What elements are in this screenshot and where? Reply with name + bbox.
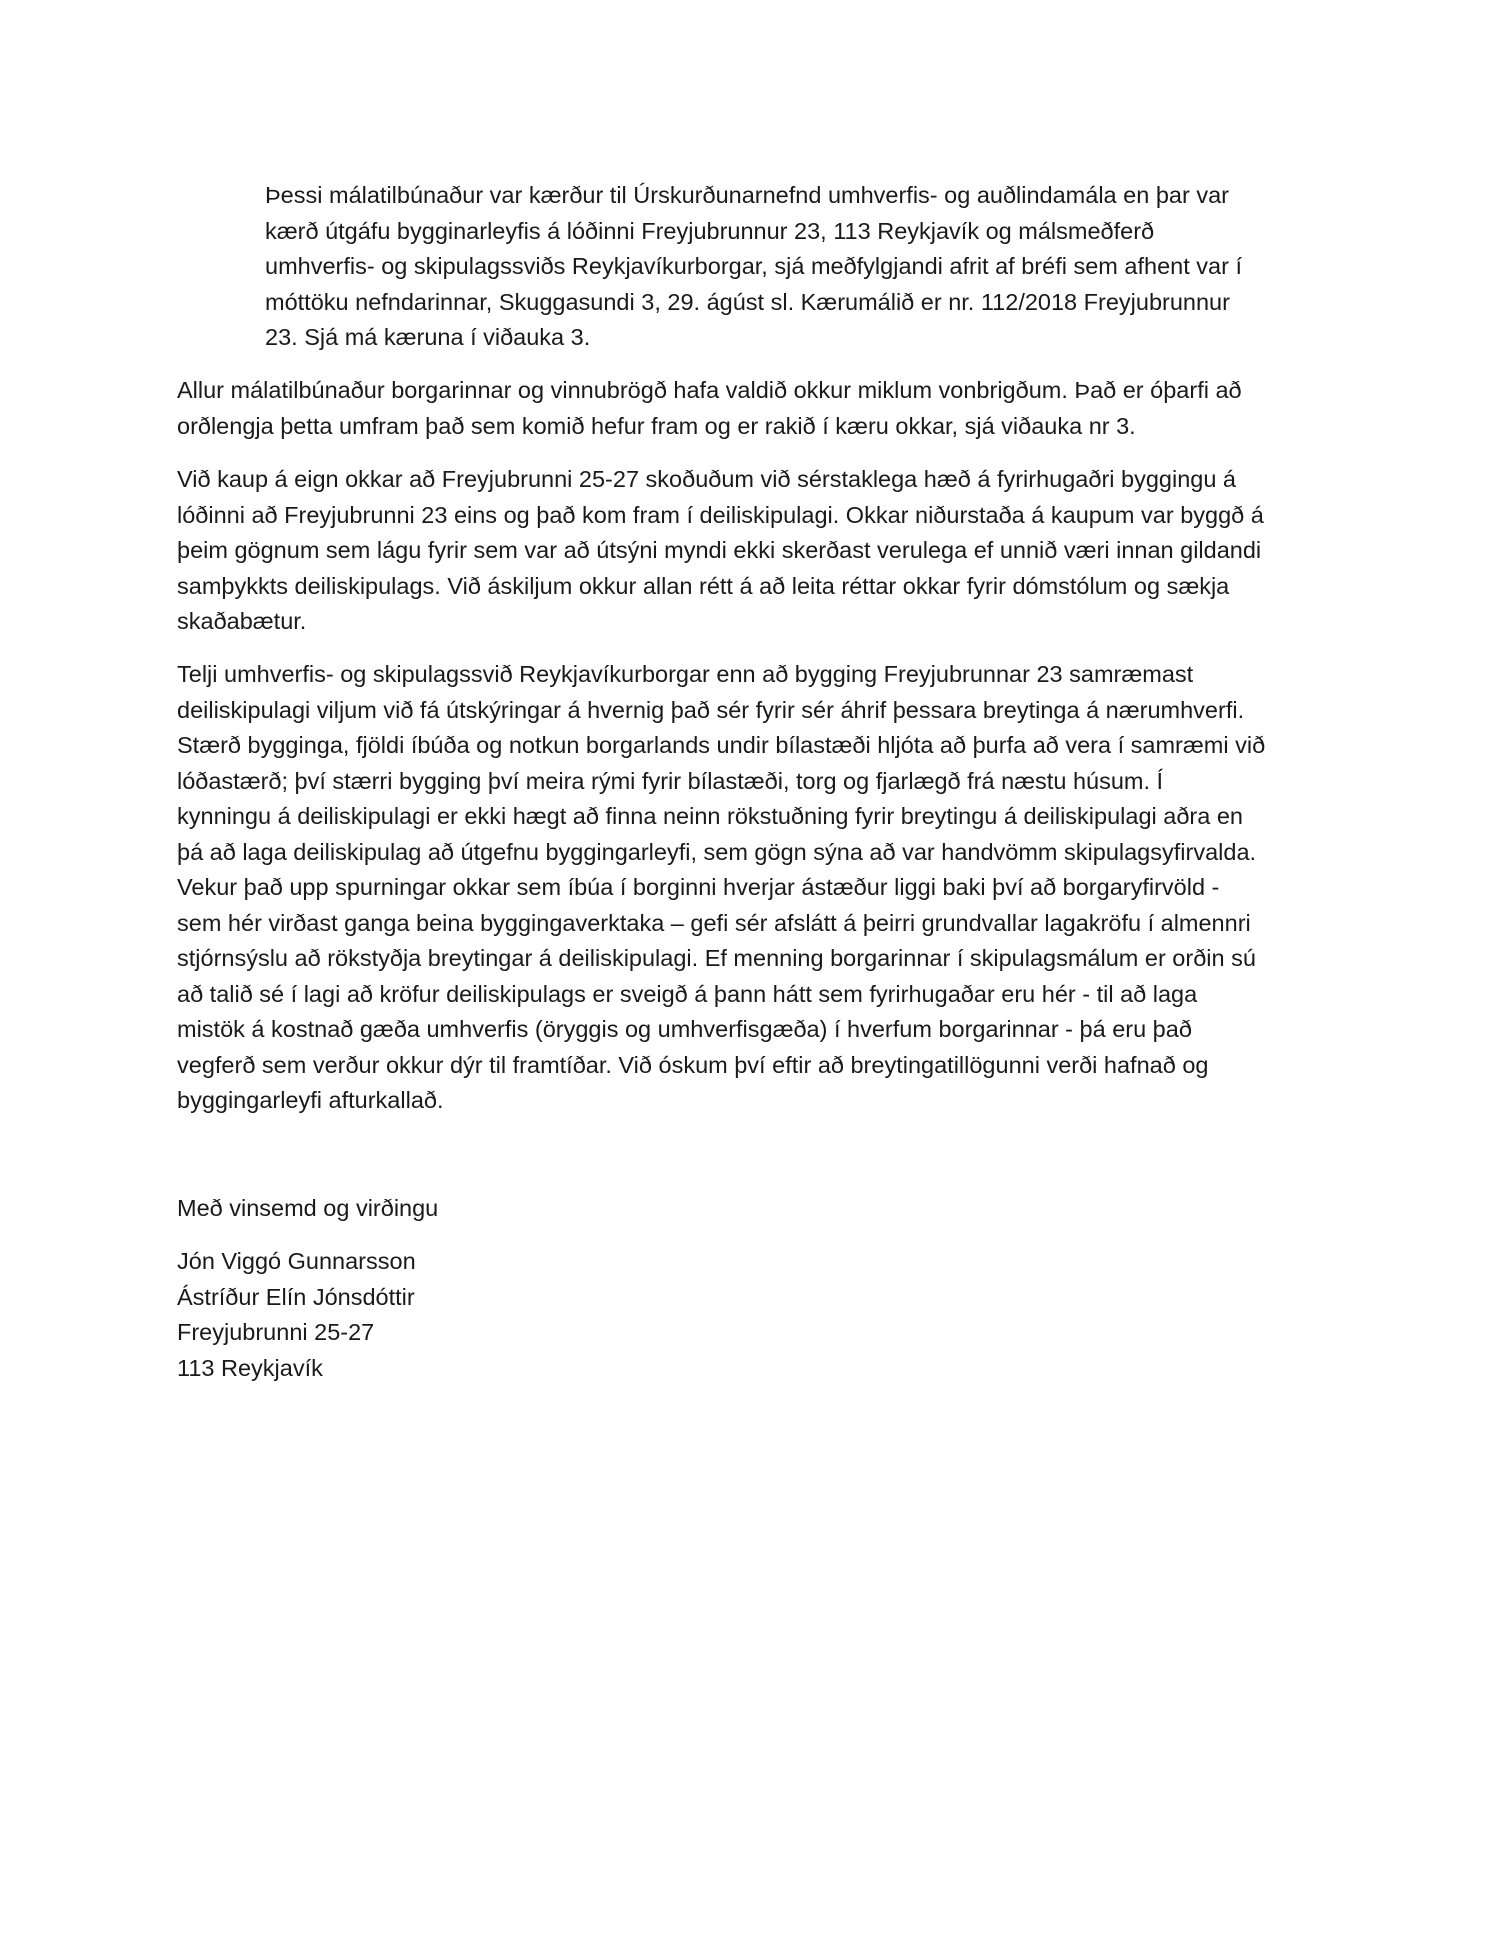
indented-paragraph (265, 178, 1242, 356)
paragraph-purchase (177, 462, 1264, 640)
text-line: kynningu á deiliskipulagi er ekki hægt að finna neinn rökstuðning fyrir breytingu á deiliskipulagi aðra en (177, 803, 1243, 829)
text-line: vegferð sem verður okkur dýr til framtíðar. Við óskum því eftir að breytingatillögunni verði hafnað og (177, 1051, 1209, 1078)
text-line: lóðinni að Freyjubrunni 23 eins og það kom fram í deiliskipulagi. Okkar niðurstaða á kaupum var byggð á (177, 501, 1264, 528)
text-line: skaðabætur. (177, 608, 307, 634)
text-line: byggingarleyfi afturkallað. (177, 1087, 444, 1113)
text-line: Stærð bygginga, fjöldi íbúða og notkun borgarlands undir bílastæði hljóta að þurfa að vera í samræmi við (177, 732, 1266, 758)
text-line: Við kaup á eign okkar að Freyjubrunni 25-27 skoðuðum við sérstaklega hæð á fyrirhugaðri byggingu á (177, 466, 1237, 492)
text-line: mistök á kostnað gæða umhverfis (öryggis og umhverfisgæða) í hverfum borgarinnar - þá eru það (177, 1016, 1192, 1042)
signer-name: Jón Viggó Gunnarsson (177, 1248, 416, 1274)
text-line: kærð útgáfu bygginarleyfis á lóðinni Freyjubrunnur 23, 113 Reykjavík og málsmeðferð (265, 217, 1155, 244)
address-city: 113 Reykjavík (177, 1354, 323, 1381)
text-line: Allur málatilbúnaður borgarinnar og vinnubrögð hafa valdið okkur miklum vonbrigðum. Það er óþarfi að (177, 377, 1242, 403)
signature-block (177, 1244, 416, 1386)
text-line: að talið sé í lagi að kröfur deiliskipulags er sveigð á þann hátt sem fyrirhugaðar eru hér - til að laga (177, 980, 1198, 1007)
paragraph-request (177, 657, 1265, 1119)
text-line: deiliskipulagi viljum við fá útskýringar á hvernig það sér fyrir sér áhrif þessara breytinga á nærumhverfi. (177, 696, 1245, 723)
text-line: stjórnsýslu að rökstyðja breytingar á deiliskipulagi. Ef menning borgarinnar í skipulagsmálum er orðin sú (177, 945, 1256, 971)
text-line: Telji umhverfis- og skipulagssvið Reykjavíkurborgar enn að bygging Freyjubrunnar 23 samræmast (177, 661, 1194, 687)
text-line: Vekur það upp spurningar okkar sem íbúa í borginni hverjar ástæður liggi baki því að borgaryfirvöld - (177, 874, 1220, 900)
text-line: móttöku nefndarinnar, Skuggasundi 3, 29. ágúst sl. Kærumálið er nr. 112/2018 Freyjubrunnur (265, 288, 1230, 315)
text-line: Þessi málatilbúnaður var kærður til Úrskurðunarnefnd umhverfis- og auðlindamála en þar var (265, 182, 1229, 208)
text-line: þeim gögnum sem lágu fyrir sem var að útsýni myndi ekki skerðast verulega ef unnið væri innan gildandi (177, 537, 1262, 563)
closing-salutation (177, 1191, 438, 1227)
text-line: samþykkts deiliskipulags. Við áskiljum okkur allan rétt á að leita réttar okkar fyrir dómstólum og sækja (177, 572, 1230, 599)
paragraph-disappointment (177, 373, 1242, 444)
text-line: þá að laga deiliskipulag að útgefnu byggingarleyfi, sem gögn sýna að var handvömm skipulagsyfirvalda. (177, 838, 1257, 865)
address-street: Freyjubrunni 25-27 (177, 1319, 375, 1345)
text-line: sem hér virðast ganga beina byggingaverktaka – gefi sér afslátt á þeirri grundvallar lagakröfu í almennri (177, 909, 1251, 936)
text-line: lóðastærð; því stærri bygging því meira rými fyrir bílastæði, torg og fjarlægð frá næstu húsum. Í (177, 767, 1164, 794)
closing-text: Með vinsemd og virðingu (177, 1195, 439, 1221)
text-line: orðlengja þetta umfram það sem komið hefur fram og er rakið í kæru okkar, sjá viðauka nr 3. (177, 412, 1136, 439)
signer-name: Ástríður Elín Jónsdóttir (177, 1283, 415, 1310)
text-line: 23. Sjá má kæruna í viðauka 3. (265, 324, 591, 350)
text-line: umhverfis- og skipulagssviðs Reykjavíkurborgar, sjá meðfylgjandi afrit af bréfi sem afhent var í (265, 253, 1242, 279)
